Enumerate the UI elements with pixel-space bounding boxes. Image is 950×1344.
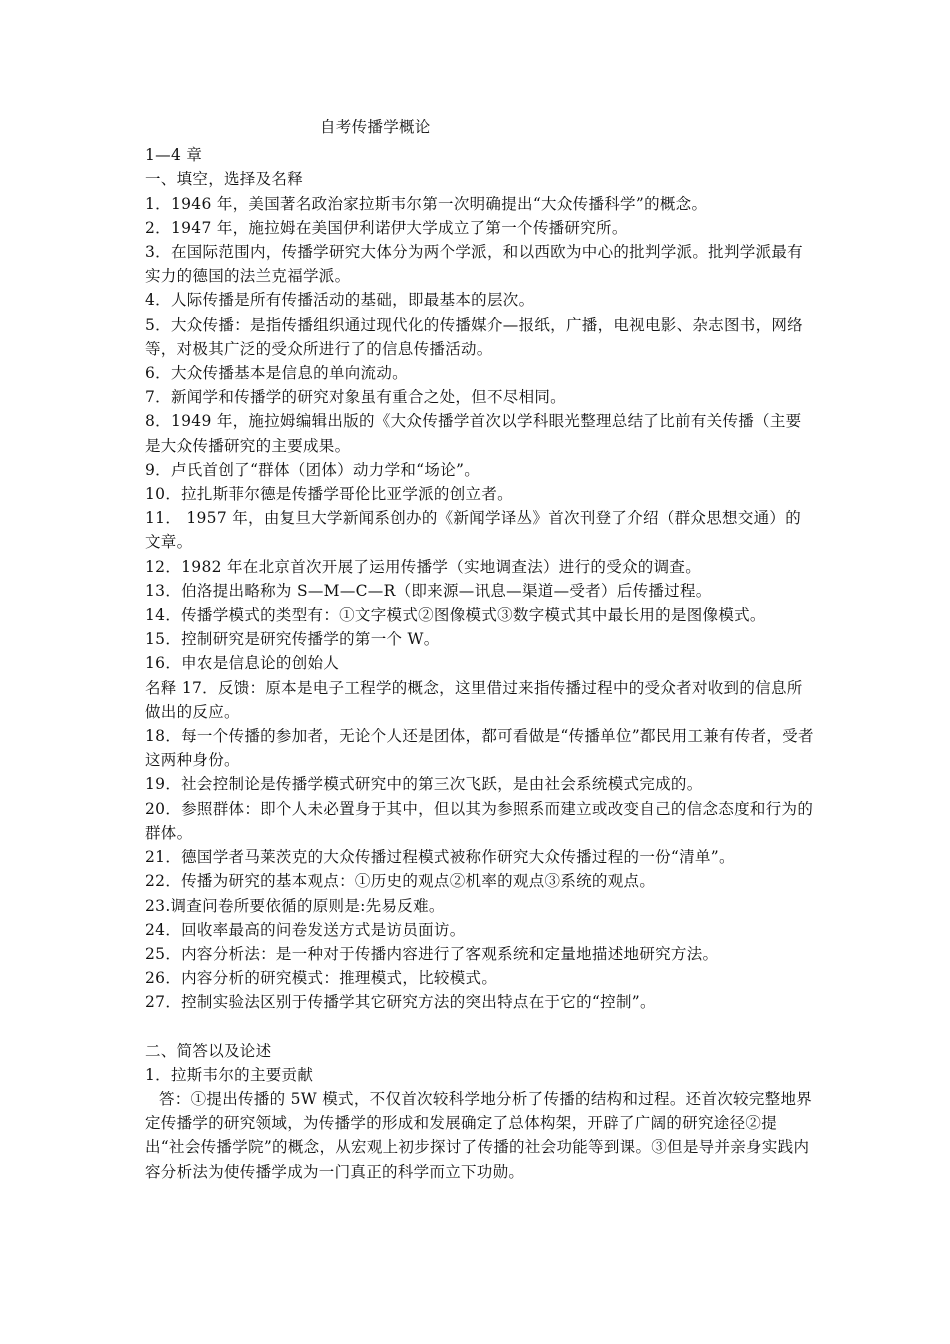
list-item: 11． 1957 年，由复旦大学新闻系创办的《新闻学译丛》首次刊登了介绍（群众思想交通）的文章。 [145, 509, 802, 552]
list-item: 24．回收率最高的问卷发送方式是访员面访。 [145, 920, 466, 939]
list-item: 名释 17．反馈：原本是电子工程学的概念，这里借过来指传播过程中的受众者对收到的信息所做出的反应。 [145, 678, 803, 721]
list-item: 18．每一个传播的参加者，无论个人还是团体，都可看做是“传播单位”都民用工兼有传者，受者这两种身份。 [145, 727, 814, 770]
list-item: 14．传播学模式的类型有：①文字模式②图像模式③数字模式其中最长用的是图像模式。 [145, 606, 766, 625]
list-item: 5．大众传播：是指传播组织通过现代化的传播媒介—报纸，广播，电视电影、杂志图书，网络等，对极其广泛的受众所进行了的信息传播活动。 [145, 315, 803, 358]
list-item: 10．拉扎斯菲尔德是传播学哥伦比亚学派的创立者。 [145, 485, 513, 504]
question-title: 1．拉斯韦尔的主要贡献 [145, 1065, 314, 1084]
document-title: 自考传播学概论 [320, 118, 431, 136]
question-answer: 答：①提出传播的 5W 模式，不仅首次较科学地分析了传播的结构和过程。还首次较完整地界定传播学的研究领域，为传播学的形成和发展确定了总体构架，开辟了广阔的研究途径②提出“社会传播学院”的概念，从宏观上初步探讨了传播的社会功能等到课。③但是导并亲身实践内容分析法为使传播学成为一门真正的科学而立下功勋。 [145, 1089, 813, 1181]
list-item: 8．1949 年，施拉姆编辑出版的《大众传播学首次以学科眼光整理总结了比前有关传播（主要是大众传播研究的主要成果。 [145, 412, 802, 455]
list-item: 4．人际传播是所有传播活动的基础，即最基本的层次。 [145, 291, 535, 310]
section-heading-2: 二、简答以及论述 [145, 1041, 272, 1060]
list-item: 9．卢氏首创了“群体（团体）动力学和“场论”。 [145, 460, 481, 479]
document-page [145, 115, 815, 1184]
list-item: 7．新闻学和传播学的研究对象虽有重合之处，但不尽相同。 [145, 388, 566, 407]
list-item: 27．控制实验法区别于传播学其它研究方法的突出特点在于它的“控制”。 [145, 993, 656, 1012]
list-item: 16．申农是信息论的创始人 [145, 654, 340, 673]
list-item: 12．1982 年在北京首次开展了运用传播学（实地调查法）进行的受众的调查。 [145, 557, 701, 576]
list-item: 1．1946 年，美国著名政治家拉斯韦尔第一次明确提出“大众传播科学”的概念。 [145, 194, 708, 213]
list-item: 26．内容分析的研究模式：推理模式，比较模式。 [145, 969, 498, 988]
list-item: 3．在国际范围内，传播学研究大体分为两个学派，和以西欧为中心的批判学派。批判学派最有实力的德国的法兰克福学派。 [145, 243, 803, 286]
list-item: 23.调查问卷所要依循的原则是:先易反难。 [145, 896, 445, 915]
list-item: 13．伯洛提出略称为 S—M—C—R（即来源—讯息—渠道—受者）后传播过程。 [145, 581, 712, 600]
list-item: 2．1947 年，施拉姆在美国伊利诺伊大学成立了第一个传播研究所。 [145, 218, 628, 237]
list-item: 20．参照群体：即个人未必置身于其中，但以其为参照系而建立或改变自己的信念态度和行为的群体。 [145, 799, 814, 842]
list-item: 21．德国学者马莱茨克的大众传播过程模式被称作研究大众传播过程的一份“清单”。 [145, 848, 735, 867]
section-heading-1: 一、填空，选择及名释 [145, 170, 304, 189]
list-item: 15．控制研究是研究传播学的第一个 W。 [145, 630, 440, 649]
chapter-label: 1—4 章 [145, 146, 203, 165]
section-spacer [145, 1015, 815, 1039]
list-item: 19．社会控制论是传播学模式研究中的第三次飞跃，是由社会系统模式完成的。 [145, 775, 703, 794]
list-item: 6．大众传播基本是信息的单向流动。 [145, 364, 408, 383]
list-item: 25．内容分析法：是一种对于传播内容进行了客观系统和定量地描述地研究方法。 [145, 944, 719, 963]
list-item: 22．传播为研究的基本观点：①历史的观点②机率的观点③系统的观点。 [145, 872, 656, 891]
